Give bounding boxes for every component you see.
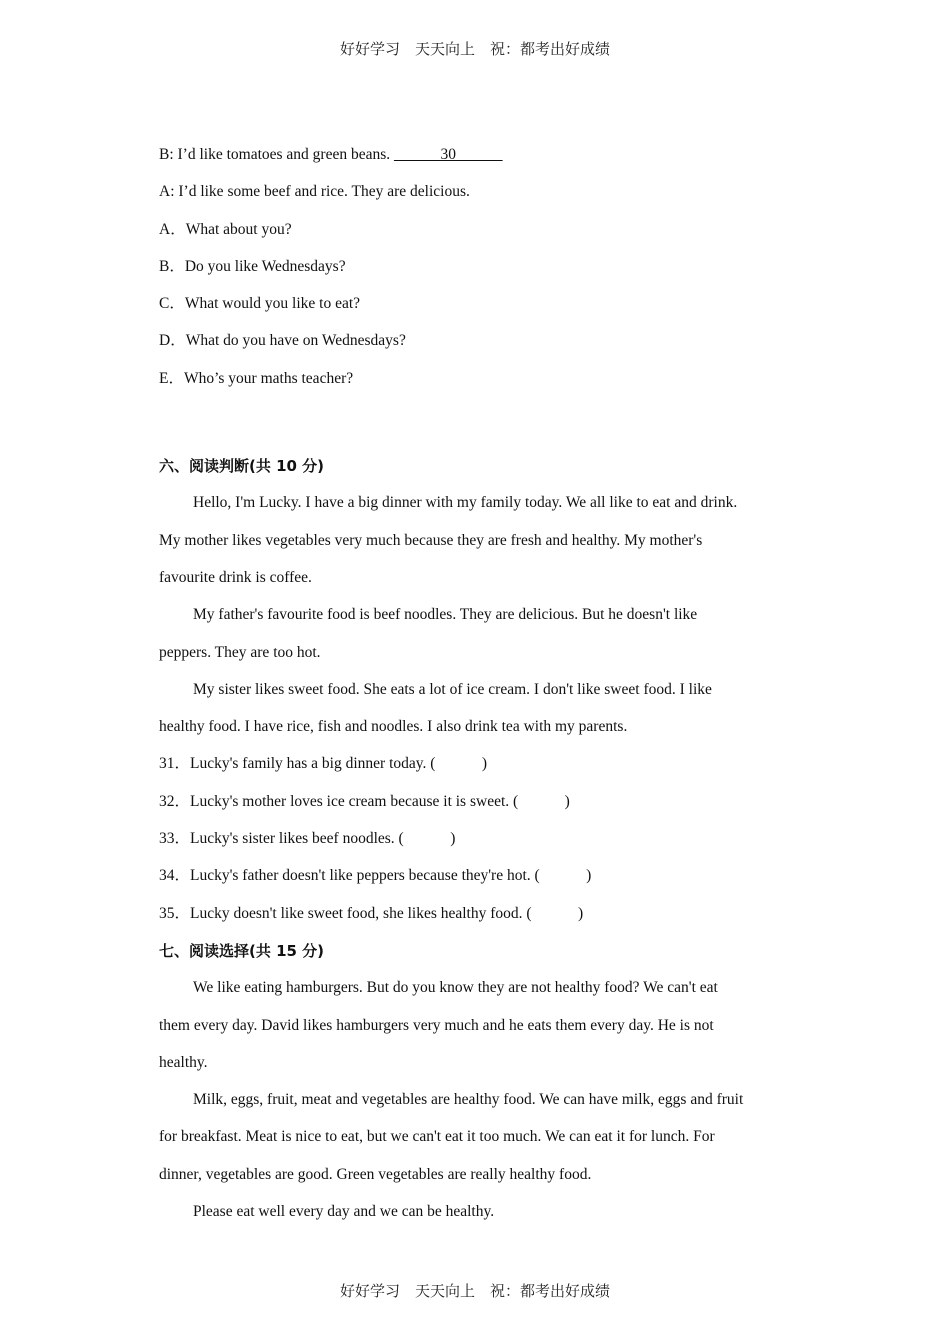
passage-7-line: them every day. David likes hamburgers very much and he eats them every day. He is not — [159, 1016, 714, 1034]
question-33: 33．Lucky's sister likes beef noodles. ( ) — [159, 830, 456, 848]
question-34: 34．Lucky's father doesn't like peppers because they're hot. ( ) — [159, 867, 592, 885]
passage-7-line: Please eat well every day and we can be healthy. — [193, 1203, 495, 1221]
option-b: B．Do you like Wednesdays? — [159, 257, 346, 275]
dialogue-line-b — [159, 145, 799, 182]
option-d: D．What do you have on Wednesdays? — [159, 332, 406, 350]
passage-6-line: My mother likes vegetables very much because they are fresh and healthy. My mother's — [159, 531, 703, 549]
option-c: C．What would you like to eat? — [159, 295, 361, 313]
question-35: 35．Lucky doesn't like sweet food, she likes healthy food. ( ) — [159, 904, 584, 922]
answer-blank-30: ______30______ — [394, 146, 503, 163]
dialogue-line-a: A: I’d like some beef and rice. They are delicious. — [159, 183, 470, 201]
section-6-title: 六、阅读判断(共 10 分) — [159, 457, 325, 476]
passage-6-line: My sister likes sweet food. She eats a lot of ice cream. I don't like sweet food. I like — [193, 680, 712, 698]
passage-6-line: Hello, I'm Lucky. I have a big dinner with my family today. We all like to eat and drink. — [193, 494, 738, 512]
passage-6-line: favourite drink is coffee. — [159, 568, 312, 586]
passage-7-line: for breakfast. Meat is nice to eat, but we can't eat it too much. We can eat it for lunch. For — [159, 1128, 715, 1146]
page-footer: 好好学习 天天向上 祝：都考出好成绩 — [339, 1282, 610, 1300]
passage-6-line: healthy food. I have rice, fish and noodles. I also drink tea with my parents. — [159, 718, 628, 736]
passage-7-line: We like eating hamburgers. But do you know they are not healthy food? We can't eat — [193, 979, 718, 997]
section-7-title: 七、阅读选择(共 15 分) — [159, 941, 325, 960]
document-body — [159, 145, 799, 1239]
question-32: 32．Lucky's mother loves ice cream because it is sweet. ( ) — [159, 792, 570, 810]
dialogue-b-text: B: I’d like tomatoes and green beans. — [159, 146, 395, 163]
question-31: 31．Lucky's family has a big dinner today. ( ) — [159, 755, 488, 773]
passage-6-line: My father's favourite food is beef noodles. They are delicious. But he doesn't like — [193, 606, 698, 624]
passage-7-line: dinner, vegetables are good. Green vegetables are really healthy food. — [159, 1165, 592, 1183]
section-gap — [159, 406, 799, 456]
option-e: E．Who’s your maths teacher? — [159, 369, 354, 387]
passage-7-line: Milk, eggs, fruit, meat and vegetables are healthy food. We can have milk, eggs and fruit — [193, 1091, 744, 1109]
passage-7-line: healthy. — [159, 1053, 208, 1071]
page-header: 好好学习 天天向上 祝：都考出好成绩 — [339, 40, 610, 58]
option-a: A．What about you? — [159, 220, 292, 238]
passage-6-line: peppers. They are too hot. — [159, 643, 321, 661]
